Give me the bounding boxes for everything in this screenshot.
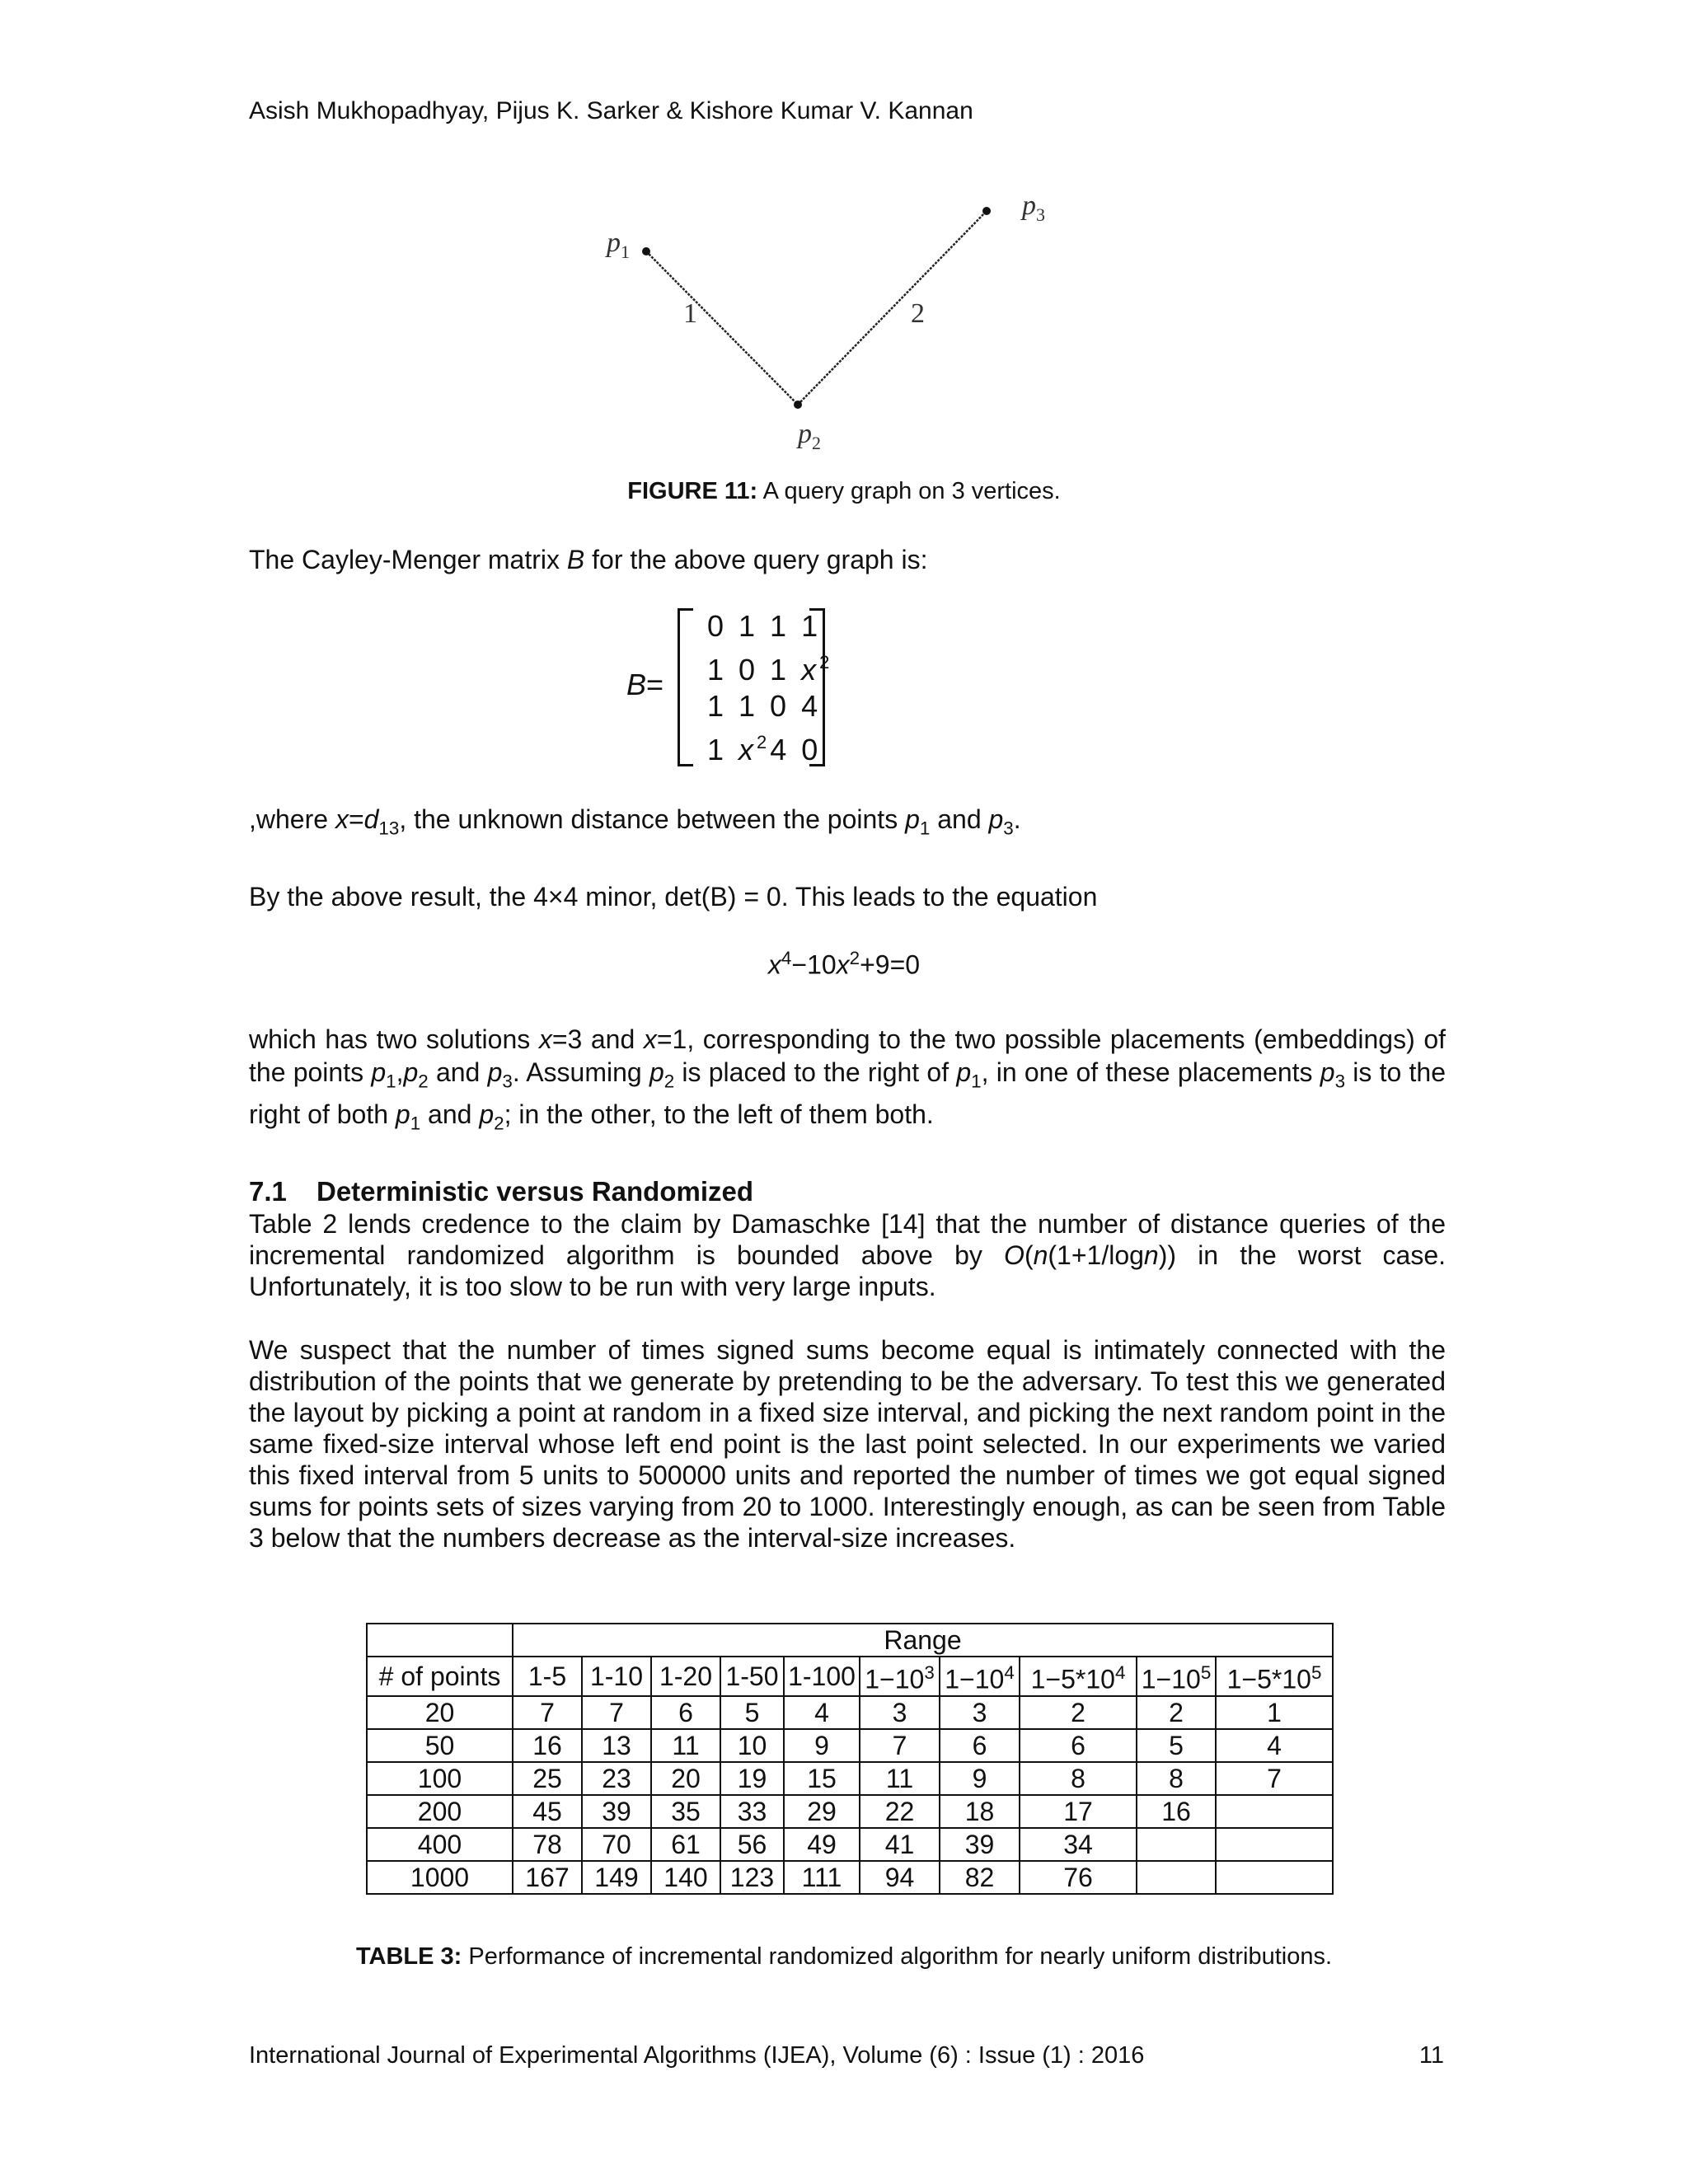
table-caption: TABLE 3: Performance of incremental randomized algorithm for nearly uniform distributions. — [355, 1943, 1333, 1970]
table-cell: 41 — [860, 1828, 940, 1861]
table-cell: 78 — [513, 1828, 582, 1861]
matrix-intro: The Cayley-Menger matrix B for the above query graph is: — [249, 545, 928, 574]
table-cell — [1137, 1828, 1216, 1861]
query-graph-figure — [560, 177, 1104, 457]
table-cell: 4 — [784, 1696, 860, 1729]
table-cell: 5 — [1137, 1729, 1216, 1762]
table-cell: 23 — [582, 1762, 651, 1795]
table-row — [367, 1729, 1333, 1762]
table-cell: 11 — [860, 1762, 940, 1795]
range-col-header: 1-20 — [651, 1657, 720, 1696]
table-cell: 35 — [651, 1795, 720, 1828]
table-row — [367, 1828, 1333, 1861]
solutions-paragraph: which has two solutions x=3 and x=1, corresponding to the two possible placements (embeddings) of the points $p_1,p_2$ and $p_3$. Assuming $p_2$ is placed to the right of $p_1$, in one of these placements $p_3$ is to the right of both $p_1$ and $p_2$; in the other, to the left of them both. — [249, 1024, 1447, 1134]
matrix-row-4: 1 $x^24$ 0 — [707, 732, 822, 766]
edge-p2-p3 — [798, 211, 987, 405]
range-col-header: $1-5*10^5$ — [1216, 1657, 1333, 1696]
table-cell: 7 — [1216, 1762, 1333, 1795]
table-cell: 13 — [582, 1729, 651, 1762]
points-header: # of points — [367, 1657, 513, 1696]
table-cell: 6 — [940, 1729, 1020, 1762]
table-cell: 82 — [940, 1861, 1020, 1894]
vertex-p1 — [642, 247, 650, 255]
range-col-header: 1-5 — [513, 1657, 582, 1696]
table-cell: 16 — [1137, 1795, 1216, 1828]
quartic-equation: $x^4-10x^2+9=0$ — [767, 948, 921, 980]
table-range-row — [367, 1624, 1333, 1657]
table-cell: 2 — [1137, 1696, 1216, 1729]
table-cell: 6 — [1020, 1729, 1137, 1762]
table-cell: 45 — [513, 1795, 582, 1828]
table-cell: 33 — [720, 1795, 784, 1828]
matrix-row-2: 1 0 1 $x^2$ — [707, 652, 833, 687]
range-col-header: $1-10^4$ — [940, 1657, 1020, 1696]
cayley-menger-matrix — [626, 608, 841, 765]
paragraph-distribution: We suspect that the number of times signed sums become equal is intimately connected with the distribution of the points that we generate by pretending to be the adversary. To test this we generated the layout by picking a point at random in a fixed size interval, and picking the next random point in the same fixed-size interval whose left end point is the last point selected. In our experiments we varied this fixed interval from 5 units to 500000 units and reported the number of times we got equal signed sums for points sets of sizes varying from 20 to 1000. Interestingly enough, as can be seen from Table 3 below that the numbers decrease as the interval-size increases. — [249, 1335, 1446, 1553]
table-cell: 10 — [720, 1729, 784, 1762]
results-table — [366, 1623, 1334, 1895]
table-cell: 1 — [1216, 1696, 1333, 1729]
edge-label-1: 1 — [683, 298, 697, 329]
journal-footer: International Journal of Experimental Algorithms (IJEA), Volume (6) : Issue (1) : 2016 — [249, 2042, 1145, 2069]
table-cell: 56 — [720, 1828, 784, 1861]
table-row — [367, 1762, 1333, 1795]
table-cell — [1216, 1828, 1333, 1861]
table-cell: 9 — [940, 1762, 1020, 1795]
table-cell: 25 — [513, 1762, 582, 1795]
table-cell: 94 — [860, 1861, 940, 1894]
matrix-left-bracket — [678, 608, 693, 766]
section-heading: 7.1 Deterministic versus Randomized — [249, 1176, 753, 1207]
table-cell: 15 — [784, 1762, 860, 1795]
table-cell: 1000 — [367, 1861, 513, 1894]
table-cell: 7 — [582, 1696, 651, 1729]
table-cell — [1216, 1861, 1333, 1894]
table-cell: 17 — [1020, 1795, 1137, 1828]
table-cell: 20 — [651, 1762, 720, 1795]
vertex-p2 — [794, 401, 802, 409]
table-cell: 34 — [1020, 1828, 1137, 1861]
paragraph-deterministic: Table 2 lends credence to the claim by Damaschke [14] that the number of distance queries of the incremental randomized algorithm is bounded above by O(n(1+1/logn)) in the worst case. Unfortunately, it is too slow to be run with very large inputs. — [249, 1209, 1447, 1301]
table-cell: 123 — [720, 1861, 784, 1894]
table-cell: 39 — [582, 1795, 651, 1828]
where-line: ,where $x=d_{13}$, the unknown distance between the points $p_1$ and $p_3$. — [249, 804, 1021, 839]
vertex-label-p3: $p_3$ — [1022, 190, 1045, 225]
table-cell: 49 — [784, 1828, 860, 1861]
table-cell: 16 — [513, 1729, 582, 1762]
table-cell: 149 — [582, 1861, 651, 1894]
matrix-row-3: 1 1 0 4 — [707, 689, 822, 723]
table-cell: 7 — [513, 1696, 582, 1729]
table-row — [367, 1861, 1333, 1894]
range-header: Range — [513, 1624, 1333, 1657]
table-cell: 50 — [367, 1729, 513, 1762]
table-header-row — [367, 1657, 1333, 1696]
range-col-header: $1-10^5$ — [1137, 1657, 1216, 1696]
vertex-label-p1: $p_1$ — [607, 227, 630, 262]
table-cell: 5 — [720, 1696, 784, 1729]
edge-label-2: 2 — [911, 298, 925, 329]
page-number: 11 — [1418, 2042, 1444, 2069]
table-cell: 111 — [784, 1861, 860, 1894]
table-cell: 9 — [784, 1729, 860, 1762]
table-cell: 3 — [940, 1696, 1020, 1729]
table-corner-cell — [367, 1624, 513, 1657]
table-cell: 7 — [860, 1729, 940, 1762]
table-cell: 22 — [860, 1795, 940, 1828]
table-cell: 100 — [367, 1762, 513, 1795]
matrix-right-bracket — [809, 608, 825, 766]
range-col-header: $1-5*10^4$ — [1020, 1657, 1137, 1696]
table-cell: 2 — [1020, 1696, 1137, 1729]
table-cell: 18 — [940, 1795, 1020, 1828]
table-cell: 70 — [582, 1828, 651, 1861]
table-row — [367, 1795, 1333, 1828]
vertex-p3 — [982, 207, 991, 215]
table-cell: 20 — [367, 1696, 513, 1729]
table-cell: 200 — [367, 1795, 513, 1828]
figure-caption: FIGURE 11: A query graph on 3 vertices. — [627, 478, 1061, 504]
range-col-header: $1-10^3$ — [860, 1657, 940, 1696]
range-col-header: 1-50 — [720, 1657, 784, 1696]
table-cell: 167 — [513, 1861, 582, 1894]
running-header: Asish Mukhopadhyay, Pijus K. Sarker & Kishore Kumar V. Kannan — [249, 97, 973, 124]
det-statement: By the above result, the 4×4 minor, det(B) = 0. This leads to the equation — [249, 882, 1098, 912]
table-row — [367, 1696, 1333, 1729]
table-cell — [1216, 1795, 1333, 1828]
table-cell — [1137, 1861, 1216, 1894]
vertex-label-p2: $p_2$ — [798, 419, 821, 453]
table-cell: 4 — [1216, 1729, 1333, 1762]
table-cell: 29 — [784, 1795, 860, 1828]
matrix-lhs: B= — [626, 668, 664, 701]
table-cell: 140 — [651, 1861, 720, 1894]
table-cell: 76 — [1020, 1861, 1137, 1894]
edge-p1-p2 — [646, 251, 798, 405]
table-cell: 400 — [367, 1828, 513, 1861]
table-cell: 39 — [940, 1828, 1020, 1861]
range-col-header: 1-100 — [784, 1657, 860, 1696]
table-cell: 61 — [651, 1828, 720, 1861]
matrix-row-1: 0 1 1 1 — [707, 609, 822, 643]
range-col-header: 1-10 — [582, 1657, 651, 1696]
table-cell: 8 — [1020, 1762, 1137, 1795]
table-cell: 19 — [720, 1762, 784, 1795]
table-cell: 3 — [860, 1696, 940, 1729]
table-cell: 8 — [1137, 1762, 1216, 1795]
table-cell: 11 — [651, 1729, 720, 1762]
table-cell: 6 — [651, 1696, 720, 1729]
